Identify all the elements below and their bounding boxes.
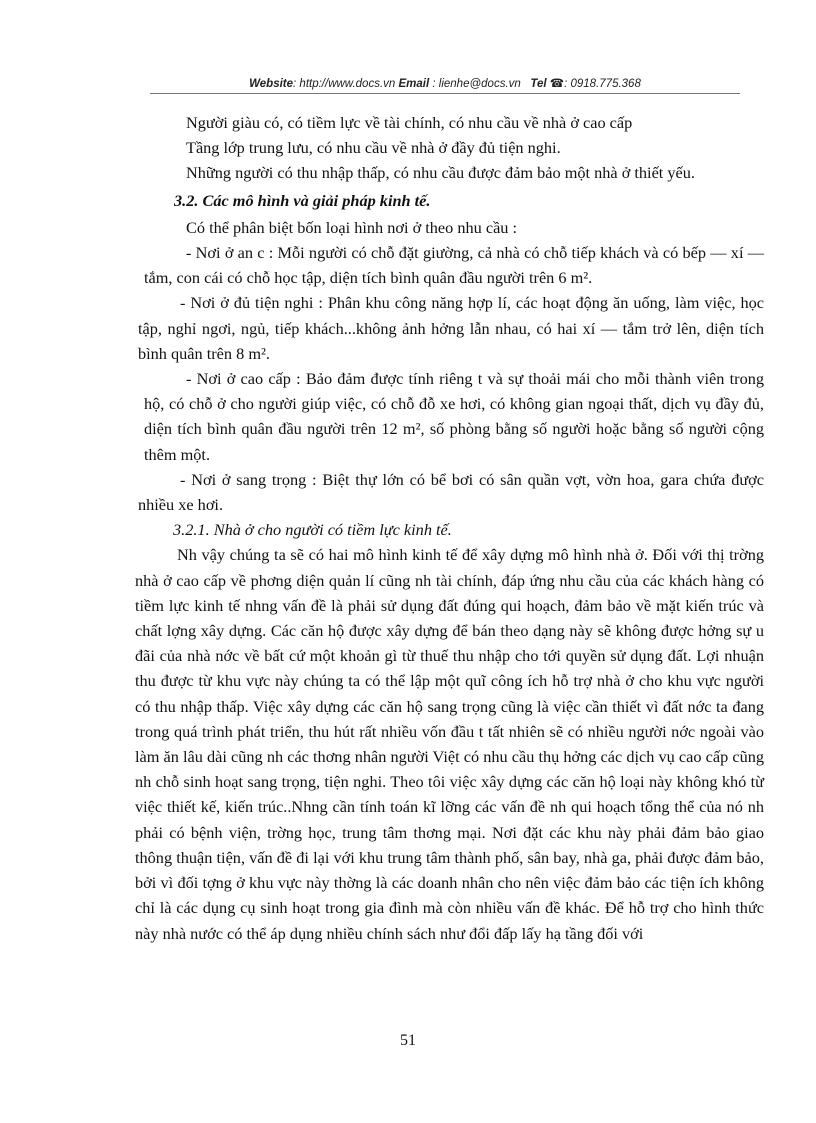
paragraph: Nh vậy chúng ta sẽ có hai mô hình kinh tế để xây dựng mô hình nhà ở. Đối với thị trờng nhà ở cao cấp về phơng diện quản lí cũng nh tài chính, đáp ứng nhu cầu của các khách hàng có tiềm lực kinh tế nhng vấn đề là phải sử dụng đất đúng qui hoạch, đảm bảo về mặt kiến trúc và chất lợng xây dựng. Các căn hộ được xây dựng để bán theo dạng này sẽ không được hởng sự u đãi của nhà nớc về bất cứ một khoản gì từ thuế thu nhập cho tới quyền sử dụng đất. Lợi nhuận thu được từ khu vực này chúng ta có thể lập một quĩ công ích hỗ trợ nhà ở cho khu vực người có thu nhập thấp. Việc xây dựng các căn hộ sang trọng cũng là việc cần thiết vì đất nớc ta đang trong quá trình phát triển, thu hút rất nhiều vốn đầu t tất nhiên sẽ có nhiều người nớc ngoài vào làm ăn lâu dài cũng nh các thơng nhân người Việt có nhu cầu thụ hởng các dịch vụ cao cấp cũng nh chỗ sinh hoạt sang trọng, tiện nghi. Theo tôi việc xây dựng các căn hộ loại này không khó từ việc thiết kế, kiến trúc..Nhng cần tính toán kĩ lỡng các vấn đề nh qui hoạch tổng thể của nó nh phải có bệnh viện, trờng học, trung tâm thơng mại. Nơi đặt các khu này phải đảm bảo giao thông thuận tiện, vấn đề đi lại với khu trung tâm thành phố, sân bay, nhà ga, phải được đảm bảo, bởi vì đối tợng ở khu vực này thờng là các doanh nhân cho nên việc đảm bảo các tiện ích không chỉ là các dụng cụ sinh hoạt trong gia đình mà còn nhiều vấn đề khác. Để hỗ trợ cho hình thức này nhà nước có thể áp dụng nhiều chính sách như đổi đấp lấy hạ tầng đối với [135, 545, 764, 943]
email-value: : lienhe@docs.vn [432, 78, 521, 90]
page-header [150, 76, 740, 90]
header-divider [150, 93, 740, 94]
page-body [135, 110, 764, 946]
paragraph: Tầng lớp trung lưu, có nhu cầu về nhà ở đầy đủ tiện nghi. [186, 138, 561, 158]
subsection-heading: 3.2.1. Nhà ở cho người có tiềm lực kinh tế. [173, 520, 452, 540]
list-item: - Nơi ở cao cấp : Bảo đảm được tính riêng t và sự thoải mái cho mỗi thành viên trong hộ, có chỗ ở cho người giúp việc, có chỗ đỗ xe hơi, có không gian ngoại thất, dịch vụ đầy đủ, diện tích bình quân đầu người trên 12 m², số phòng bằng số người hoặc bằng số người cộng thêm một. [144, 369, 764, 464]
website-label: Website [249, 78, 294, 90]
email-label: Email [398, 78, 430, 90]
page-number: 51 [400, 1032, 416, 1049]
paragraph: Những người có thu nhập thấp, có nhu cầu được đảm bảo một nhà ở thiết yếu. [186, 163, 695, 183]
section-heading: 3.2. Các mô hình và giải pháp kinh tế. [174, 190, 431, 210]
list-item: - Nơi ở sang trọng : Biệt thự lớn có bể bơi có sân quần vợt, vờn hoa, gara chứa được nhiều xe hơi. [138, 469, 764, 515]
phone-icon: ☎ [549, 78, 565, 90]
paragraph: Người giàu có, có tiềm lực về tài chính, có nhu cầu về nhà ở cao cấp [186, 113, 633, 132]
paragraph: Có thể phân biệt bốn loại hình nơi ở theo nhu cầu : [186, 217, 518, 237]
tel-value: : 0918.775.368 [564, 78, 641, 90]
tel-label: Tel [530, 78, 547, 90]
website-value: : http://www.docs.vn [293, 78, 396, 90]
list-item: - Nơi ở an c : Mỗi người có chỗ đặt giường, cả nhà có chỗ tiếp khách và có bếp — xí — tắm, con cái có chỗ học tập, diện tích bình quân đầu người trên 6 m². [144, 243, 764, 288]
list-item: - Nơi ở đủ tiện nghi : Phân khu công năng hợp lí, các hoạt động ăn uống, làm việc, học tập, nghỉ ngơi, ngủ, tiếp khách...không ảnh hởng lẫn nhau, có hai xí — tắm trở lên, diện tích bình quân trên 8 m². [138, 293, 764, 363]
